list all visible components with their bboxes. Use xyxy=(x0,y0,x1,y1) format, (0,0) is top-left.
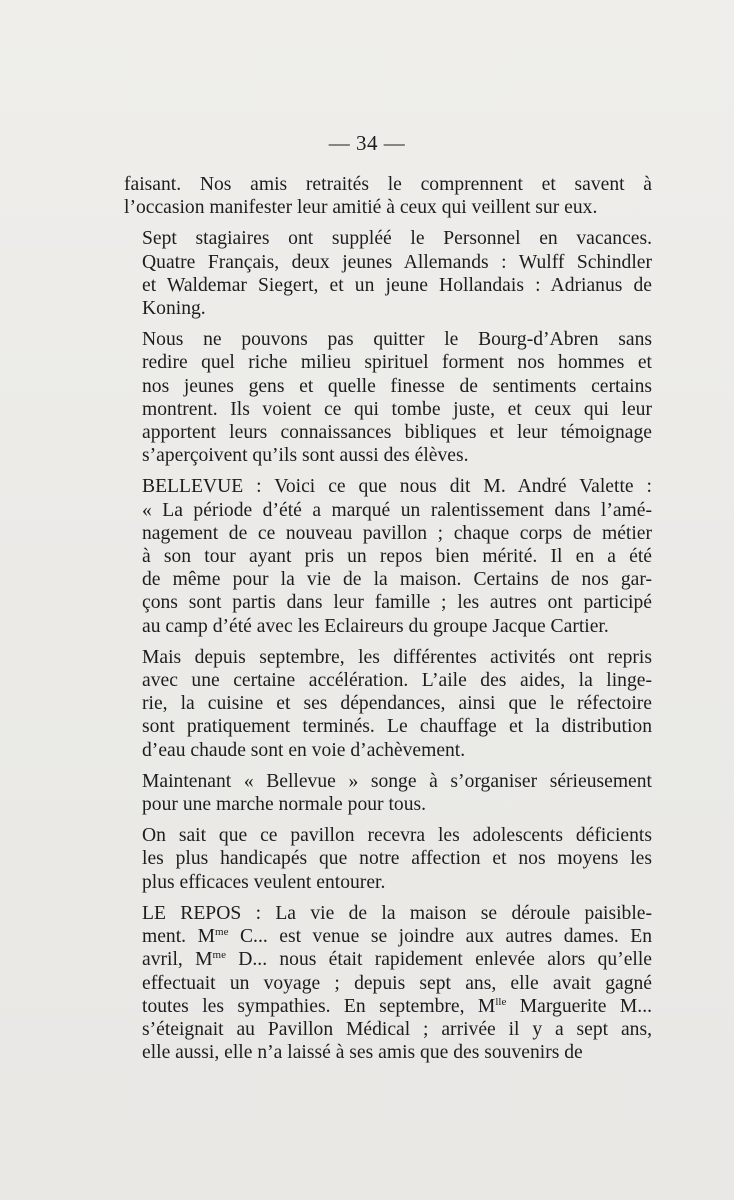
text-line: On sait que ce pavillon recevra les adolescents déficients xyxy=(142,825,652,847)
text-line: nos jeunes gens et quelle finesse de sentiments certains xyxy=(142,375,652,397)
text-line: nagement de ce nouveau pavillon ; chaque corps de métier xyxy=(142,522,652,544)
body-text xyxy=(124,173,652,1072)
paragraph-p5 xyxy=(124,646,652,762)
paragraph-p3 xyxy=(124,328,652,467)
page-number: — 34 — xyxy=(328,131,406,155)
paragraph-p7 xyxy=(124,824,652,894)
text-line: apportent leurs connaissances bibliques et leur témoignage xyxy=(142,422,652,444)
text-line: effectuait un voyage ; depuis sept ans, elle avait gagné xyxy=(142,972,652,994)
text-line: Sept stagiaires ont suppléé le Personnel en vacances. xyxy=(142,228,652,250)
text-line: et Waldemar Siegert, et un jeune Hollandais : Adrianus de xyxy=(142,274,652,296)
text-line: au camp d’été avec les Eclaireurs du groupe Jacque Cartier. xyxy=(142,615,609,637)
superscript: me xyxy=(212,949,226,962)
text-line: Mais depuis septembre, les différentes activités ont repris xyxy=(142,646,652,668)
text-line: avec une certaine accélération. L’aile des aides, la linge- xyxy=(142,670,652,692)
text-line: « La période d’été a marqué un ralentissement dans l’amé- xyxy=(142,499,652,521)
text-line: Koning. xyxy=(142,298,206,320)
text-line: plus efficaces veulent entourer. xyxy=(142,871,386,893)
text-line: sont pratiquement terminés. Le chauffage et la distribution xyxy=(142,716,652,738)
paragraph-p1 xyxy=(124,173,652,219)
text-line: elle aussi, elle n’a laissé à ses amis que des souvenirs de xyxy=(142,1042,583,1064)
text-line: toutes les sympathies. En septembre, $M^{lle}$ Marguerite M... xyxy=(142,995,652,1017)
text-line: s’aperçoivent qu’ils sont aussi des élèves. xyxy=(142,445,469,467)
text-line: redire quel riche milieu spirituel forment nos hommes et xyxy=(142,352,652,374)
text-line: faisant. Nos amis retraités le comprennent et savent à xyxy=(124,174,652,195)
text-line: avril, $M^{me}$ D... nous était rapidement enlevée alors qu’elle xyxy=(142,949,652,971)
text-line: çons sont partis dans leur famille ; les autres ont participé xyxy=(142,592,652,614)
text-line: l’occasion manifester leur amitié à ceux qui veillent sur eux. xyxy=(124,197,598,219)
text-line: montrent. Ils voient ce qui tombe juste, et ceux qui leur xyxy=(142,398,652,420)
text-line: les plus handicapés que notre affection et nos moyens les xyxy=(142,848,652,870)
text-line: LE REPOS : La vie de la maison se déroule paisible- xyxy=(142,902,652,924)
text-line: de même pour la vie de la maison. Certains de nos gar- xyxy=(142,569,652,591)
text-line: Maintenant « Bellevue » songe à s’organiser sérieusement xyxy=(142,770,652,792)
text-line: à son tour ayant pris un repos bien mérité. Il en a été xyxy=(142,546,652,568)
paragraph-p6 xyxy=(124,770,652,816)
paragraph-p2 xyxy=(124,227,652,320)
text-line: Nous ne pouvons pas quitter le Bourg-d’Abren sans xyxy=(142,329,652,351)
paragraph-p8 xyxy=(124,902,652,1064)
text-line: s’éteignait au Pavillon Médical ; arrivée il y a sept ans, xyxy=(142,1018,652,1040)
text-line: pour une marche normale pour tous. xyxy=(142,794,427,816)
text-line: Quatre Français, deux jeunes Allemands : Wulff Schindler xyxy=(142,251,652,273)
text-line: BELLEVUE : Voici ce que nous dit M. André Valette : xyxy=(142,476,652,498)
text-line: d’eau chaude sont en voie d’achèvement. xyxy=(142,739,466,761)
text-line: ment. $M^{me}$ C... est venue se joindre aux autres dames. En xyxy=(142,926,652,948)
paragraph-p4 xyxy=(124,475,652,637)
superscript: lle xyxy=(495,995,507,1008)
superscript: me xyxy=(215,926,229,939)
text-line: rie, la cuisine et ses dépendances, ainsi que le réfectoire xyxy=(142,693,652,715)
